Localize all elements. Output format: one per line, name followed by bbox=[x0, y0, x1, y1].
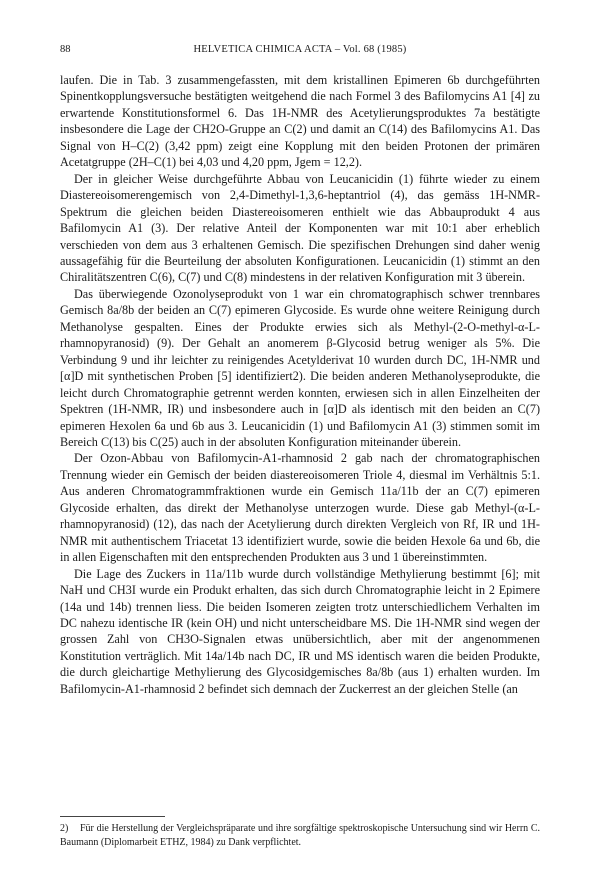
body-text bbox=[60, 72, 540, 697]
footnote-divider bbox=[60, 816, 165, 817]
running-header bbox=[60, 43, 540, 57]
paragraph-5: Die Lage des Zuckers in 11a/11b wurde durch vollständige Methylierung bestimmt [6]; mit NaH und CH3I wurde ein Produkt erhalten, das sich durch Chromatographie leicht in 2 Epimere (14a und 14b) trennen liess. Die beiden Isomeren zeigten trotz unterschiedlichem Verhalten im DC nahezu identische IR (kein OH) und nicht unterscheidbare MS. Die 1H-NMR sind wegen der grossen Zahl von CH3O-Signalen etwas unübersichtlich, aber mit der angenommenen Konstitution verträglich. Mit 14a/14b nach DC, IR und MS identisch waren die beiden Produkte, die durch gleichartige Methylierung des Glycosidgemisches 8a/8b (aus 1) erhalten wurden. Im Bafilomycin-A1-rhamnosid 2 befindet sich demnach der Zuckerrest an der gleichen Stelle (an bbox=[60, 566, 540, 696]
paragraph-2: Der in gleicher Weise durchgeführte Abbau von Leucanicidin (1) führte wieder zu einem Diastereoisomerengemisch von 2,4-Dimethyl-1,3,6-heptantriol (4), das gemäss 1H-NMR-Spektrum die gleichen beiden Diastereoisomeren enthielt wie das Abbauprodukt 4 aus Bafilomycin A1 (3). Der relative Anteil der Komponenten war mit 10:1 aber erheblich verschieden von dem aus 3 erhaltenen Gemisch. Die spezifischen Drehungen sind daher wenig aussagefähig für die Beurteilung der absoluten Konfigurationen. Leucanicidin (1) stimmt an den Chiralitätszentren C(6), C(7) und C(8) mindestens in der relativen Konfiguration mit 3 überein. bbox=[60, 171, 540, 285]
paragraph-3: Das überwiegende Ozonolyseprodukt von 1 war ein chromatographisch schwer trennbares Gemisch 8a/8b der beiden an C(7) epimeren Glycoside. Es wurde ohne weitere Reinigung durch Methanolyse gespalten. Eines der Produkte erwies sich als Methyl-(2-O-methyl-α-L-rhamnopyranosid) (9). Der Gehalt an anomerem β-Glycosid betrug weniger als 5%. Die Verbindung 9 und ihr leichter zu reinigendes Acetylderivat 10 wurden durch DC, 1H-NMR und [α]D mit synthetischen Proben [5] identifiziert2). Die beiden anderen Methanolyseprodukte, die leicht durch Chromatographie getrennt werden konnten, erwiesen sich in allen Einzelheiten der Spektren (1H-NMR, IR) und insbesondere auch in [α]D als identisch mit den beiden an C(7) epimeren Hexolen 6a und 6b aus 3. Leucanicidin (1) und Bafilomycin A1 (3) stimmen somit im Bereich C(13) bis C(25) auch in der absoluten Konfiguration miteinander überein. bbox=[60, 286, 540, 449]
paragraph-4: Der Ozon-Abbau von Bafilomycin-A1-rhamnosid 2 gab nach der chromatographischen Trennung wieder ein Gemisch der beiden diastereoisomeren Triole 4, diesmal im Verhältnis 5:1. Aus anderen Chromatogrammfraktionen wurde ein Gemisch 11a/11b der an C(7) epimeren Glycoside erhalten, das direkt der Methanolyse unterzogen wurde. Diese gab Methyl-(α-L-rhamnopyranosid) (12), das nach der Acetylierung durch direkten Vergleich von Rf, IR und 1H-NMR mit authentischem Triacetat 13 identifiziert wurde, sowie die beiden Hexole 6a und 6b, die in allen Eigenschaften mit den entsprechenden Produkten aus 3 und 1 übereinstimmten. bbox=[60, 451, 540, 565]
page-number: 88 bbox=[60, 44, 71, 55]
footnote bbox=[60, 822, 540, 850]
journal-title: HELVETICA CHIMICA ACTA – Vol. 68 (1985) bbox=[193, 44, 407, 55]
footnote-text: Für die Herstellung der Vergleichspräparate und ihre sorgfältige spektroskopische Untersuchung sind wir Herrn C. Baumann (Diplomarbeit ETHZ, 1984) zu Dank verpflichtet. bbox=[60, 823, 540, 848]
footnote-marker: 2) bbox=[60, 823, 69, 834]
paragraph-1: laufen. Die in Tab. 3 zusammengefassten, mit dem kristallinen Epimeren 6b durchgeführten Spinentkopplungsversuche bestätigten weitgehend die nach Formel 3 des Bafilomycins A1 [4] zu erwartende Konstitutionsformel 6. Das 1H-NMR des Acetylierungsproduktes 7a bestätigte insbesondere die Lage der CH2O-Gruppe an C(2) und damit an C(14) des Bafilomycins A1. Das Signal von H–C(2) (3,42 ppm) zeigt eine Kopplung mit den beiden Protonen der primären Acetatgruppe (2H–C(1) bei 4,03 und 4,20 ppm, Jgem = 12,2). bbox=[60, 73, 540, 170]
